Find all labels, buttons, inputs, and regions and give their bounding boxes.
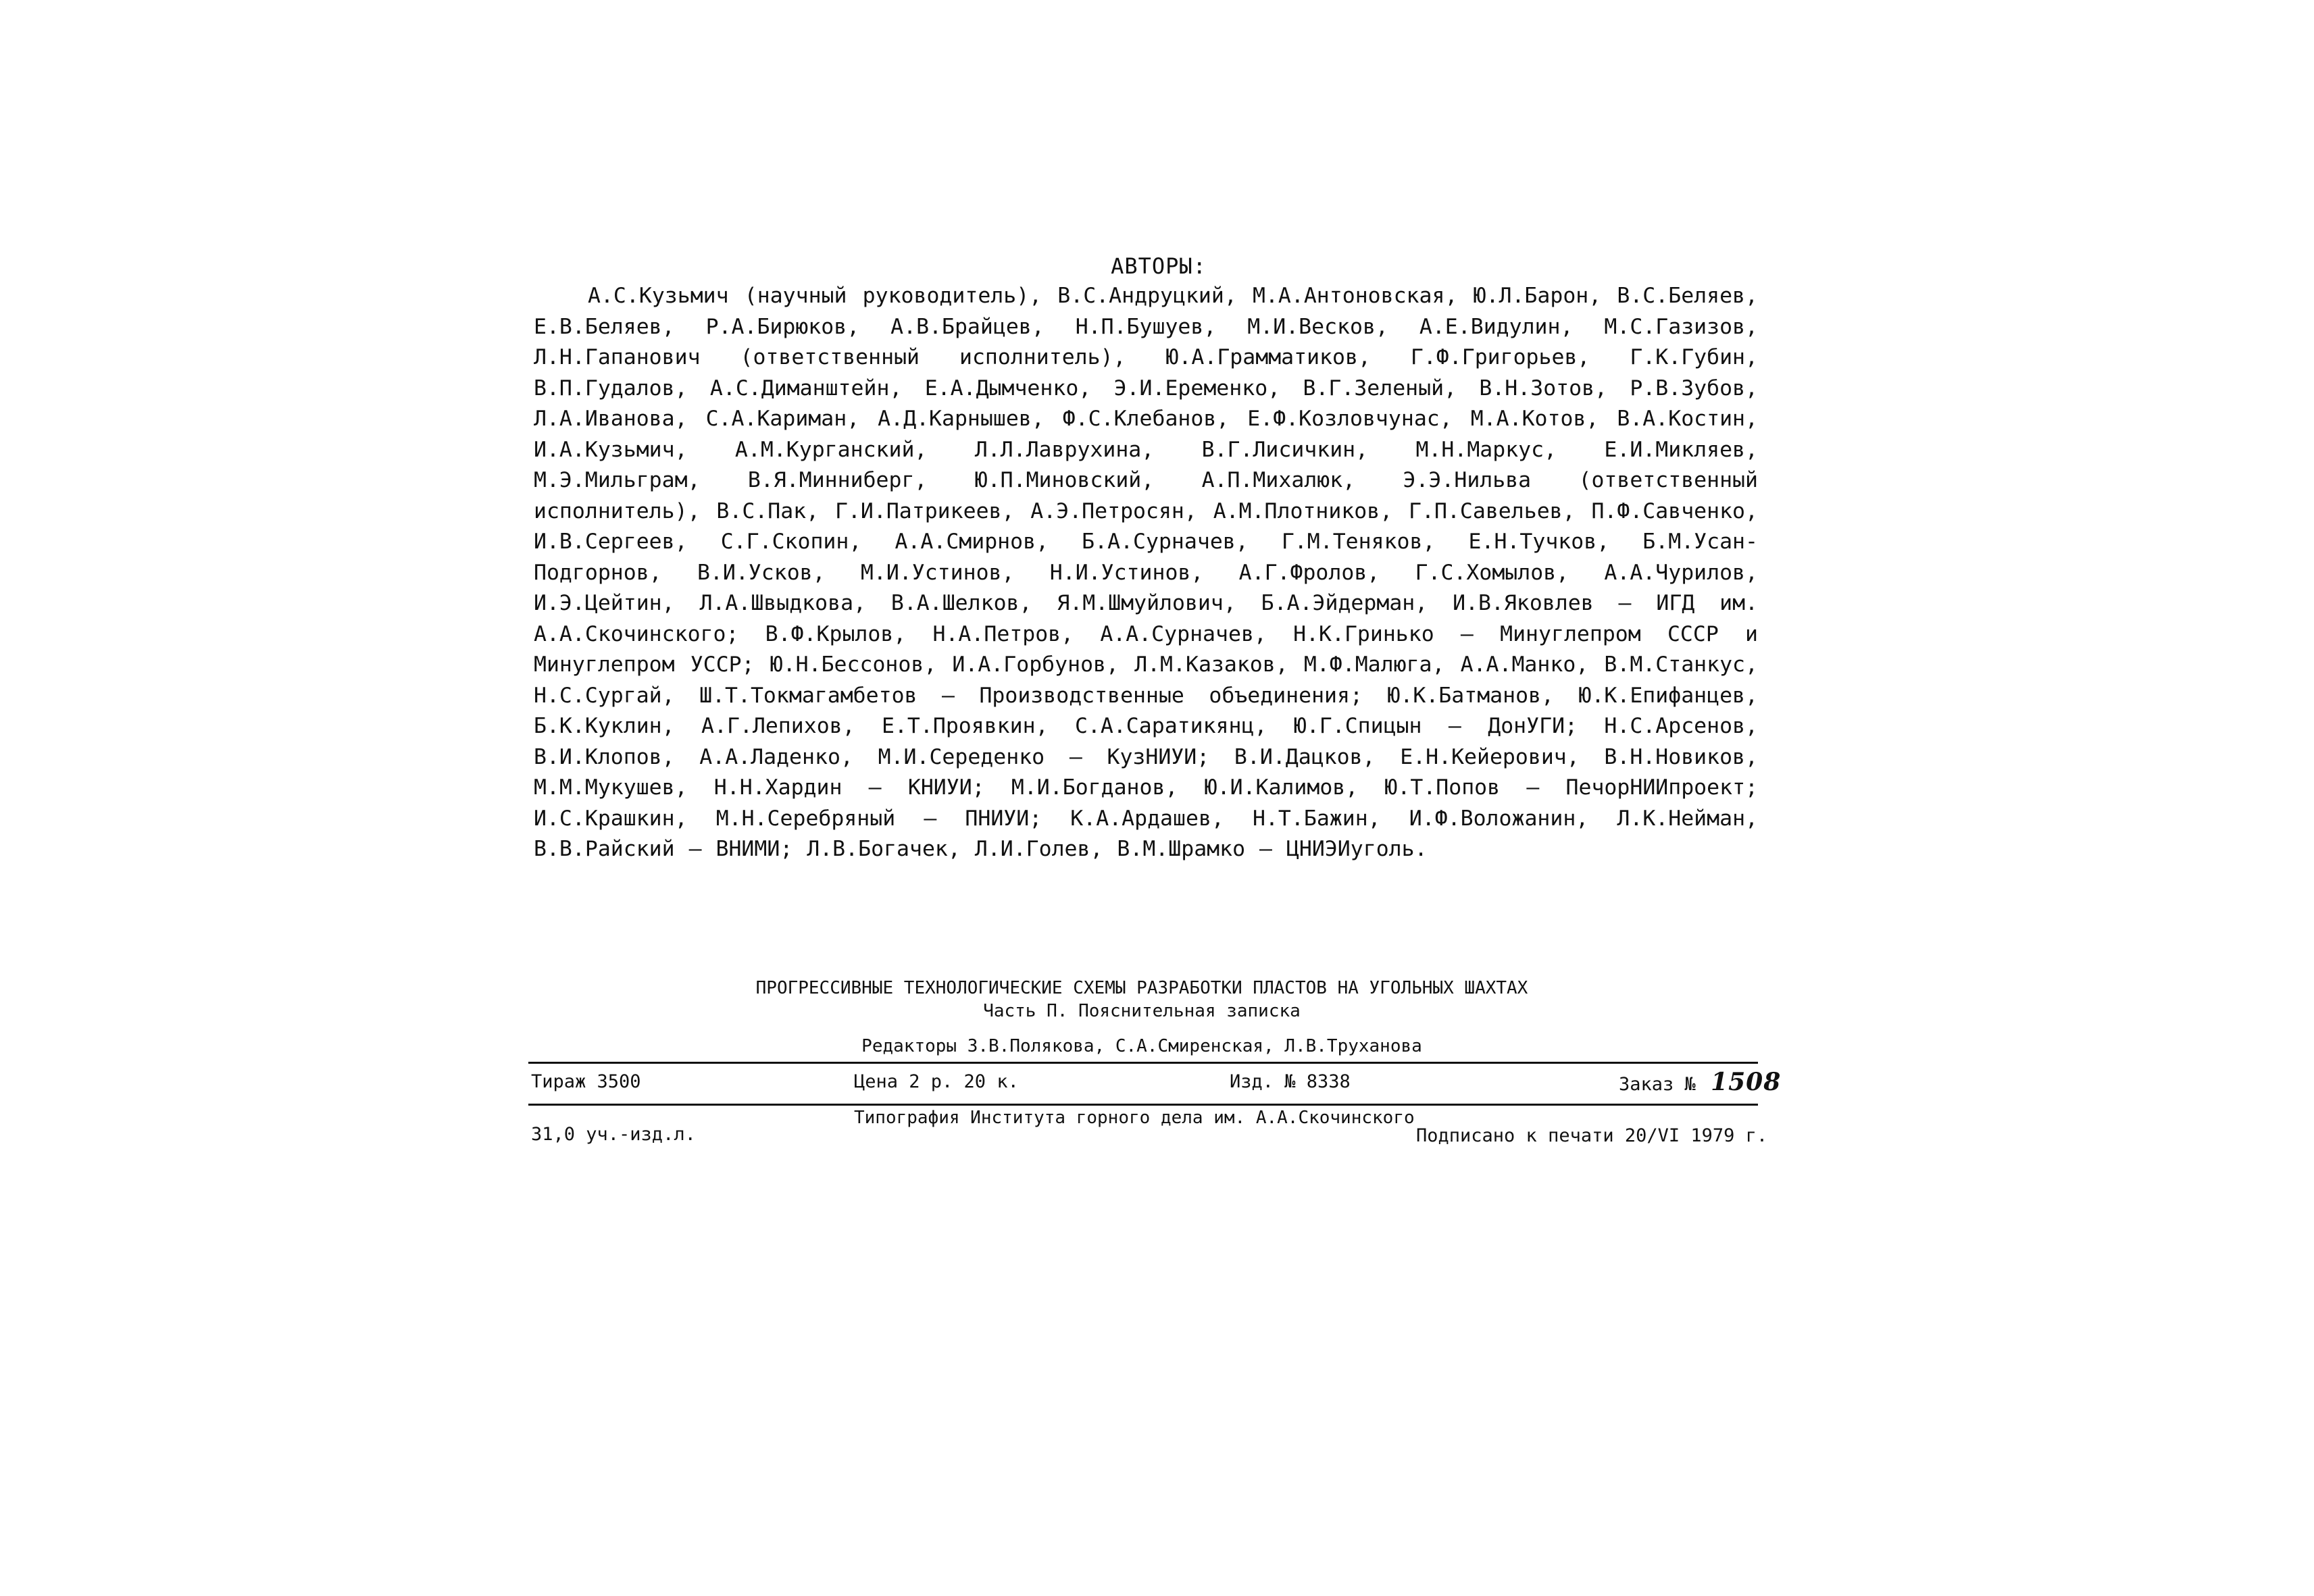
authors-list: А.С.Кузьмич (научный руководитель), В.С.Андруцкий, М.А.Антоновская, Ю.Л.Барон, В.С.Беляев, Е.В.Беляев, Р.А.Бирюков, А.В.Брайцев, Н.П.Бушуев, М.И.Весков, А.Е.Видулин, М.С.Газизов, Л.Н.Гапанович (ответственный исполнитель), Ю.А.Грамматиков, Г.Ф.Григорьев, Г.К.Губин, В.П.Гудалов, А.С.Диманштейн, Е.А.Дымченко, Э.И.Еременко, В.Г.Зеленый, В.Н.Зотов, Р.В.Зубов, Л.А.Иванова, С.А.Кариман, А.Д.Карнышев, Ф.С.Клебанов, Е.Ф.Козловчунас, М.А.Котов, В.А.Костин, И.А.Кузьмич, А.М.Курганский, Л.Л.Лаврухина, В.Г.Лисичкин, М.Н.Маркус, Е.И.Микляев, М.Э.Мильграм, В.Я.Минниберг, Ю.П.Миновский, А.П.Михалюк, Э.Э.Нильва (ответственный исполнитель), В.С.Пак, Г.И.Патрикеев, А.Э.Петросян, А.М.Плотников, Г.П.Савельев, П.Ф.Савченко, И.В.Сергеев, С.Г.Скопин, А.А.Смирнов, Б.А.Сурначев, Г.М.Теняков, Е.Н.Тучков, Б.М.Усан-Подгорнов, В.И.Усков, М.И.Устинов, Н.И.Устинов, А.Г.Фролов, Г.С.Хомылов, А.А.Чурилов, И.Э.Цейтин, Л.А.Швыдкова, В.А.Шелков, Я.М.Шмуйлович, Б.А.Эйдерман, И.В.Яковлев – ИГД им. А.А.Скочинского; В.Ф.Крылов, Н.А.Петров, А.А.Сурначев, Н.К.Гринько – Минуглепром СССР и Минуглепром УССР; Ю.Н.Бессонов, И.А.Горбунов, Л.М.Казаков, М.Ф.Малюга, А.А.Манко, В.М.Станкус, Н.С.Сургай, Ш.Т.Токмагамбетов – Производственные объединения; Ю.К.Батманов, Ю.К.Епифанцев, Б.К.Куклин, А.Г.Лепихов, Е.Т.Проявкин, С.А.Саратикянц, Ю.Г.Спицын – ДонУГИ; Н.С.Арсенов, В.И.Клопов, А.А.Ладенко, М.И.Середенко – КузНИУИ; В.И.Дацков, Е.Н.Кейерович, В.Н.Новиков, М.М.Мукушев, Н.Н.Хардин – КНИУИ; М.И.Богданов, Ю.И.Калимов, Ю.Т.Попов – ПечорНИИпроект; И.С.Крашкин, М.Н.Серебряный – ПНИУИ; К.А.Ардашев, Н.Т.Бажин, И.Ф.Воложанин, Л.К.Нейман, В.В.Райский – ВНИМИ; Л.В.Богачек, Л.И.Голев, В.М.Шрамко – ЦНИЭИуголь. [534,284,1758,861]
price: Цена 2 р. 20 к. [854,1071,1019,1092]
editors-line: Редакторы З.В.Полякова, С.А.Смиренская, Л.В.Труханова [861,1036,1422,1056]
order-label: Заказ № [1619,1074,1696,1095]
publication-number: Изд. № 8338 [1230,1071,1351,1092]
print-run: Тираж 3500 [531,1071,641,1092]
signed-to-print-date: Подписано к печати 20/VI 1979 г. [1416,1125,1768,1146]
imprint-rule-bottom [528,1104,1758,1106]
publication-volume: 31,0 уч.-изд.л. [531,1124,696,1145]
printer-credit: Типография Института горного дела им. А.А.Скочинского [854,1108,1415,1128]
imprint-row [531,1068,1782,1098]
order-number-handwritten: 1508 [1711,1068,1782,1096]
order-field [1619,1069,1781,1098]
book-subtitle: Часть П. Пояснительная записка [983,1001,1301,1021]
book-title: ПРОГРЕССИВНЫЕ ТЕХНОЛОГИЧЕСКИЕ СХЕМЫ РАЗРАБОТКИ ПЛАСТОВ НА УГОЛЬНЫХ ШАХТАХ [755,978,1528,998]
imprint-rule-top [528,1062,1758,1064]
authors-heading: АВТОРЫ: [1111,253,1207,279]
